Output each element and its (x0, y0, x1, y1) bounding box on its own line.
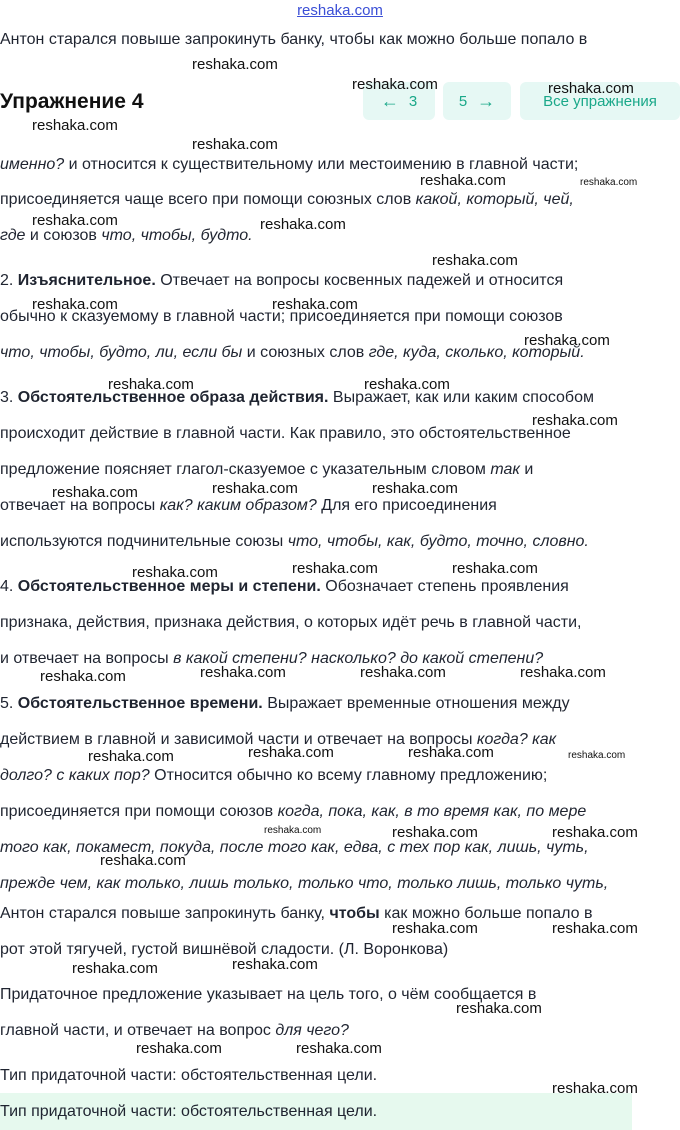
watermark: reshaka.com (260, 216, 346, 233)
watermark: reshaka.com (456, 1000, 542, 1017)
site-header-link[interactable]: reshaka.com (297, 2, 383, 19)
watermark: reshaka.com (552, 920, 638, 937)
text-line: признака, действия, признака действия, о которых идёт речь в главной части, (0, 614, 582, 631)
arrow-right-icon: → (477, 90, 496, 111)
watermark: reshaka.com (432, 252, 518, 269)
text-line: 3. Обстоятельственное образа действия. Выражает, как или каким способом (0, 389, 594, 406)
watermark: reshaka.com (532, 412, 618, 429)
text-line: присоединяется чаще всего при помощи союзных слов какой, который, чей, (0, 191, 574, 208)
text-line: долго? с каких пор? Относится обычно ко всему главному предложению; (0, 767, 548, 784)
prev-exercise-label: 3 (408, 92, 418, 110)
watermark: reshaka.com (100, 852, 186, 869)
example-sentence: рот этой тягучей, густой вишнёвой сладости. (Л. Воронкова) (0, 941, 449, 958)
text-line: где и союзов что, чтобы, будто. (0, 227, 253, 244)
watermark: reshaka.com (192, 56, 278, 73)
next-exercise-button[interactable] (443, 82, 511, 120)
watermark: reshaka.com (524, 332, 610, 349)
explanation-line: Придаточное предложение указывает на цель того, о чём сообщается в (0, 986, 537, 1003)
watermark: reshaka.com (248, 744, 334, 761)
watermark: reshaka.com (136, 1040, 222, 1057)
watermark: reshaka.com (452, 560, 538, 577)
watermark: reshaka.com (568, 750, 626, 761)
answer-text: Тип придаточной части: обстоятельственная цели. (0, 1103, 378, 1120)
text-line: предложение поясняет глагол-сказуемое с указательным словом так и (0, 461, 534, 478)
text-line: обычно к сказуемому в главной части; присоединяется при помощи союзов (0, 308, 563, 325)
watermark: reshaka.com (372, 480, 458, 497)
explanation-line: главной части, и отвечает на вопрос для чего? (0, 1022, 349, 1039)
next-exercise-label: 5 (458, 92, 468, 110)
watermark: reshaka.com (212, 480, 298, 497)
watermark: reshaka.com (32, 212, 118, 229)
watermark: reshaka.com (292, 560, 378, 577)
text-line: используются подчинительные союзы что, чтобы, как, будто, точно, словно. (0, 533, 589, 550)
text-line: отвечает на вопросы как? каким образом? Для его присоединения (0, 497, 497, 514)
watermark: reshaka.com (548, 80, 634, 97)
watermark: reshaka.com (40, 668, 126, 685)
watermark: reshaka.com (272, 296, 358, 313)
text-line: что, чтобы, будто, ли, если бы и союзных слов где, куда, сколько, который. (0, 344, 585, 361)
watermark: reshaka.com (392, 920, 478, 937)
watermark: reshaka.com (132, 564, 218, 581)
watermark: reshaka.com (352, 76, 438, 93)
exercise-title: Упражнение 4 (0, 90, 144, 113)
watermark: reshaka.com (200, 664, 286, 681)
watermark: reshaka.com (392, 824, 478, 841)
watermark: reshaka.com (552, 1080, 638, 1097)
watermark: reshaka.com (72, 960, 158, 977)
watermark: reshaka.com (408, 744, 494, 761)
text-line: действием в главной и зависимой части и отвечает на вопросы когда? как (0, 731, 557, 748)
text-line: прежде чем, как только, лишь только, только что, только лишь, только чуть, (0, 875, 609, 892)
watermark: reshaka.com (264, 825, 322, 836)
watermark: reshaka.com (32, 296, 118, 313)
watermark: reshaka.com (296, 1040, 382, 1057)
watermark: reshaka.com (580, 177, 638, 188)
watermark: reshaka.com (108, 376, 194, 393)
text-line: того как, покамест, покуда, после того как, едва, с тех пор как, лишь, чуть, (0, 839, 589, 856)
arrow-left-icon: ← (380, 90, 399, 111)
example-sentence: Антон старался повыше запрокинуть банку, чтобы как можно больше попало в (0, 905, 593, 922)
watermark: reshaka.com (192, 136, 278, 153)
text-line: присоединяется при помощи союзов когда, пока, как, в то время как, по мере (0, 803, 587, 820)
text-line: именно? и относится к существительному или местоимению в главной части; (0, 156, 579, 173)
top-text-line: Антон старался повыше запрокинуть банку, чтобы как можно больше попало в (0, 31, 588, 48)
watermark: reshaka.com (32, 117, 118, 134)
watermark: reshaka.com (552, 824, 638, 841)
watermark: reshaka.com (364, 376, 450, 393)
watermark: reshaka.com (360, 664, 446, 681)
watermark: reshaka.com (88, 748, 174, 765)
text-line: 5. Обстоятельственное времени. Выражает временные отношения между (0, 695, 570, 712)
all-exercises-label: Все упражнения (543, 92, 657, 110)
text-line: происходит действие в главной части. Как правило, это обстоятельственное (0, 425, 571, 442)
clause-type-line: Тип придаточной части: обстоятельственная цели. (0, 1067, 378, 1084)
watermark: reshaka.com (232, 956, 318, 973)
watermark: reshaka.com (52, 484, 138, 501)
text-line: 4. Обстоятельственное меры и степени. Обозначает степень проявления (0, 578, 569, 595)
text-line: 2. Изъяснительное. Отвечает на вопросы косвенных падежей и относится (0, 272, 564, 289)
watermark: reshaka.com (420, 172, 506, 189)
watermark: reshaka.com (520, 664, 606, 681)
text-line: и отвечает на вопросы в какой степени? насколько? до какой степени? (0, 650, 544, 667)
